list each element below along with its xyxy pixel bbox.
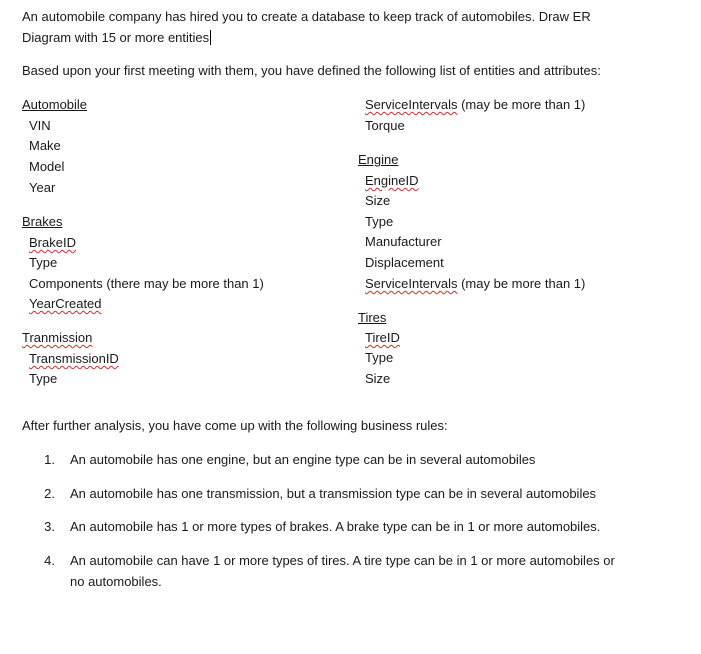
rule-number: 2. [44, 486, 55, 501]
automobile-torque: Torque [365, 118, 405, 133]
intro-line-1: An automobile company has hired you to create a database to keep track of automobiles. Draw ER [22, 9, 591, 24]
brakes-attr: Type [29, 255, 58, 270]
automobile-service-intervals [365, 97, 585, 113]
automobile-heading: Automobile [22, 97, 88, 112]
rules-lead: After further analysis, you have come up with the following business rules: [22, 418, 448, 433]
rule-text: An automobile has 1 or more types of brakes. A brake type can be in 1 or more automobiles. [70, 519, 601, 534]
engine-attr: Manufacturer [365, 234, 442, 249]
rule-number: 4. [44, 553, 55, 568]
service-intervals-word: ServiceIntervals [365, 97, 458, 112]
service-intervals-note: (may be more than 1) [457, 97, 586, 112]
rule-number: 3. [44, 519, 55, 534]
rule-number: 1. [44, 452, 55, 467]
tires-heading: Tires [358, 310, 387, 325]
engine-attr: Type [365, 214, 394, 229]
rule-text: An automobile has one engine, but an engine type can be in several automobiles [70, 452, 536, 467]
engine-attr: Displacement [365, 255, 444, 270]
engine-service-intervals [365, 276, 585, 292]
tires-attr-id: TireID [365, 330, 400, 345]
automobile-attr: Year [29, 180, 56, 195]
brakes-heading: Brakes [22, 214, 63, 229]
transmission-attr-id: TransmissionID [29, 351, 119, 366]
engine-attr: Size [365, 193, 391, 208]
engine-heading: Engine [358, 152, 399, 167]
rule-text-continued: no automobiles. [70, 574, 162, 589]
service-intervals-note: (may be more than 1) [457, 276, 586, 291]
tires-attr: Size [365, 371, 391, 386]
automobile-attr: Make [29, 138, 61, 153]
engine-attr-id: EngineID [365, 173, 419, 188]
transmission-attr: Type [29, 371, 58, 386]
tires-attr: Type [365, 350, 394, 365]
intro-line-2 [22, 30, 211, 46]
rule-text: An automobile can have 1 or more types of tires. A tire type can be in 1 or more automobiles or [70, 553, 615, 568]
transmission-heading: Tranmission [22, 330, 93, 345]
text-cursor [210, 30, 211, 45]
service-intervals-word: ServiceIntervals [365, 276, 458, 291]
lead-paragraph: Based upon your first meeting with them, you have defined the following list of entities and attributes: [22, 63, 601, 78]
rule-text: An automobile has one transmission, but a transmission type can be in several automobiles [70, 486, 597, 501]
brakes-attr: Components (there may be more than 1) [29, 276, 264, 291]
brakes-attr-id: BrakeID [29, 235, 76, 250]
intro-line-2-text: Diagram with 15 or more entities [22, 30, 210, 45]
brakes-attr-year: YearCreated [29, 296, 102, 311]
automobile-attr: VIN [29, 118, 51, 133]
automobile-attr: Model [29, 159, 65, 174]
